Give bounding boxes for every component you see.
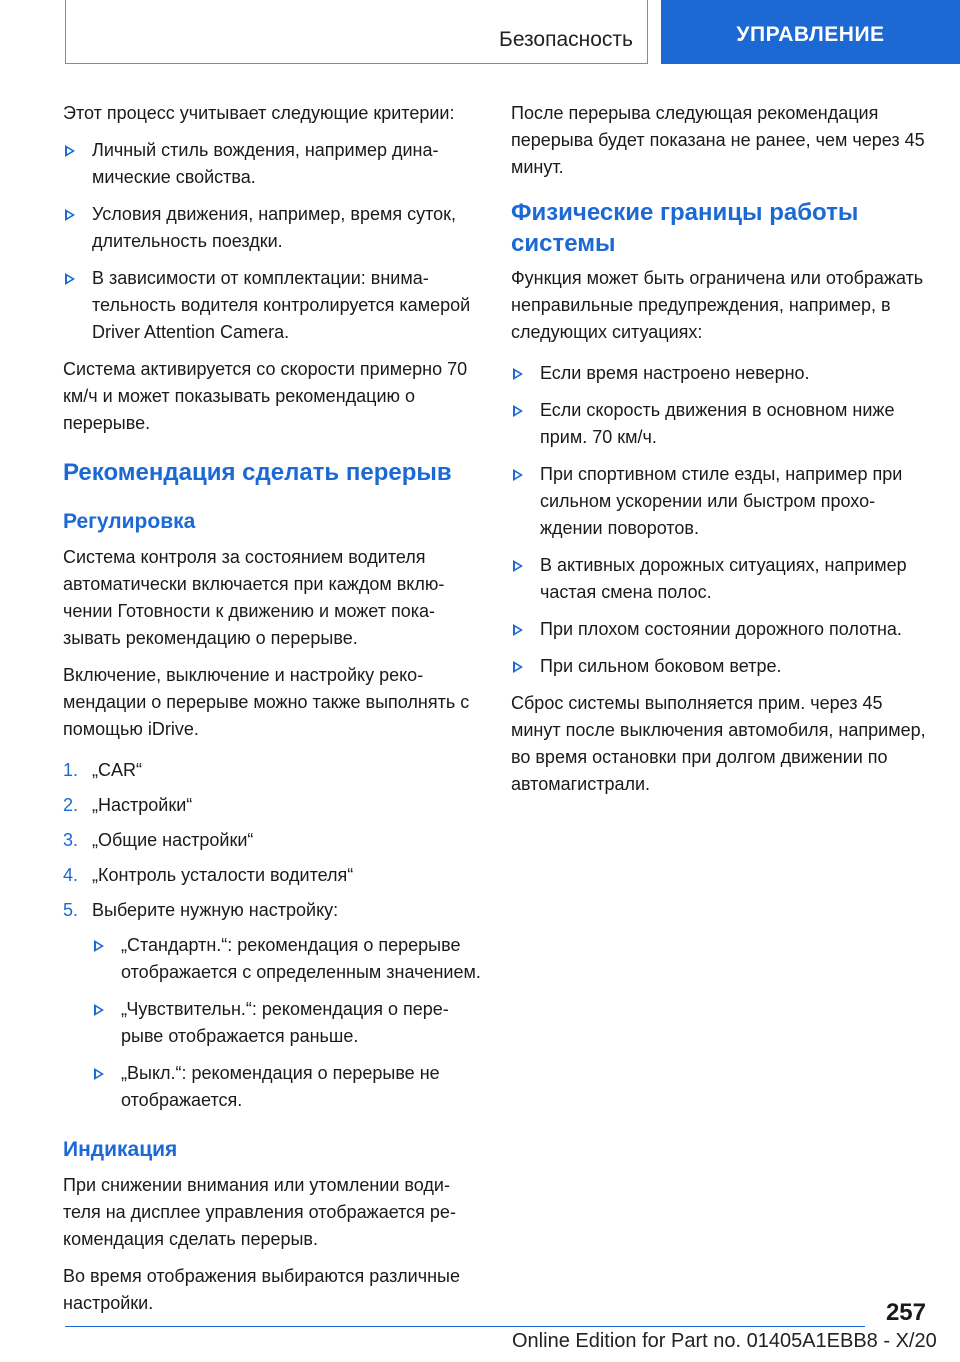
- triangle-bullet-icon: [513, 405, 523, 417]
- list-item: В активных дорожных ситуациях, например частая смена полос.: [511, 552, 931, 606]
- list-item: При спортивном стиле езды, например при сильном ускорении или быстром прохождении поворотов.: [511, 461, 931, 542]
- setup-paragraph-1: Система контроля за состоянием водителя автоматически включается при каждом включении Готовности к движению и может показывать рекомендацию о перерыве.: [63, 547, 445, 648]
- triangle-bullet-icon: [94, 940, 104, 952]
- page-number: 257: [885, 1299, 926, 1326]
- display-paragraph-1: При снижении внимания или утомлении водителя на дисплее управления отображается рекомендация сделать перерыв.: [63, 1175, 456, 1249]
- triangle-bullet-icon: [65, 145, 75, 157]
- activation-text: Система активируется со скорости примерно 70 км/ч и может показывать рекомендацию о перерыве.: [63, 359, 468, 433]
- setup-paragraph-2: Включение, выключение и настройку рекомендации о перерыве можно также выполнять с помощью iDrive.: [63, 665, 470, 739]
- step-item: 2. „Настройки“: [63, 795, 193, 815]
- triangle-bullet-icon: [65, 273, 75, 285]
- triangle-bullet-icon: [94, 1004, 104, 1016]
- reset-text: Сброс системы выполняется прим. через 45 минут после выключения автомобиля, например, во время остановки при долгом движении по автомагистрали.: [511, 693, 926, 794]
- option-item: „Чувствительн.“: рекомендация о перерыве отображается раньше.: [92, 996, 481, 1050]
- list-item: При плохом состоянии дорожного полотна.: [511, 616, 931, 643]
- header-box: [65, 0, 648, 64]
- triangle-bullet-icon: [65, 209, 75, 221]
- step-item: 3. „Общие настройки“: [63, 830, 254, 850]
- section-title: Безопасность: [499, 28, 633, 51]
- subheading-setup: Регулировка: [63, 510, 196, 533]
- edition-footer: Online Edition for Part no. 01405A1EBB8 - X/20: [512, 1330, 937, 1352]
- list-item: Если скорость движения в основном ниже прим. 70 км/ч.: [511, 397, 931, 451]
- section-heading-break: Рекомендация сделать перерыв: [63, 459, 452, 486]
- left-column: [63, 100, 481, 1327]
- triangle-bullet-icon: [513, 469, 523, 481]
- triangle-bullet-icon: [513, 368, 523, 380]
- option-item: „Стандартн.“: рекомендация о перерыве отображается с определенным значением.: [92, 932, 481, 986]
- section-heading-limits: Физические границы работы системы: [511, 199, 859, 257]
- after-break-text: После перерыва следующая рекомендация перерыва будет показана не ранее, чем через 45 минут.: [511, 103, 925, 177]
- list-item: При сильном боковом ветре.: [511, 653, 931, 680]
- right-column: [511, 100, 931, 808]
- list-item: Личный стиль вождения, например динамические свойства.: [63, 137, 481, 191]
- triangle-bullet-icon: [94, 1068, 104, 1080]
- option-item: „Выкл.“: рекомендация о перерыве не отображается.: [92, 1060, 481, 1114]
- step-item: 1. „CAR“: [63, 760, 142, 780]
- step-item: 5. Выберите нужную настройку:: [63, 900, 339, 920]
- footer-divider: [65, 1326, 865, 1327]
- limits-intro: Функция может быть ограничена или отображать неправильные предупреждения, например, в следующих ситуациях:: [511, 268, 924, 342]
- list-item: Если время настроено неверно.: [511, 360, 931, 387]
- triangle-bullet-icon: [513, 624, 523, 636]
- triangle-bullet-icon: [513, 661, 523, 673]
- step-item: 4. „Контроль усталости водителя“: [63, 865, 354, 885]
- list-item: В зависимости от комплектации: внимательность водителя контролируется камерой Driver Attention Camera.: [63, 265, 481, 346]
- display-paragraph-2: Во время отображения выбираются различные настройки.: [63, 1266, 460, 1313]
- triangle-bullet-icon: [513, 560, 523, 572]
- subheading-display: Индикация: [63, 1138, 178, 1161]
- chapter-tab[interactable]: УПРАВЛЕНИЕ: [661, 0, 960, 64]
- criteria-intro: Этот процесс учитывает следующие критерии:: [63, 103, 455, 123]
- list-item: Условия движения, например, время суток, длительность поездки.: [63, 201, 481, 255]
